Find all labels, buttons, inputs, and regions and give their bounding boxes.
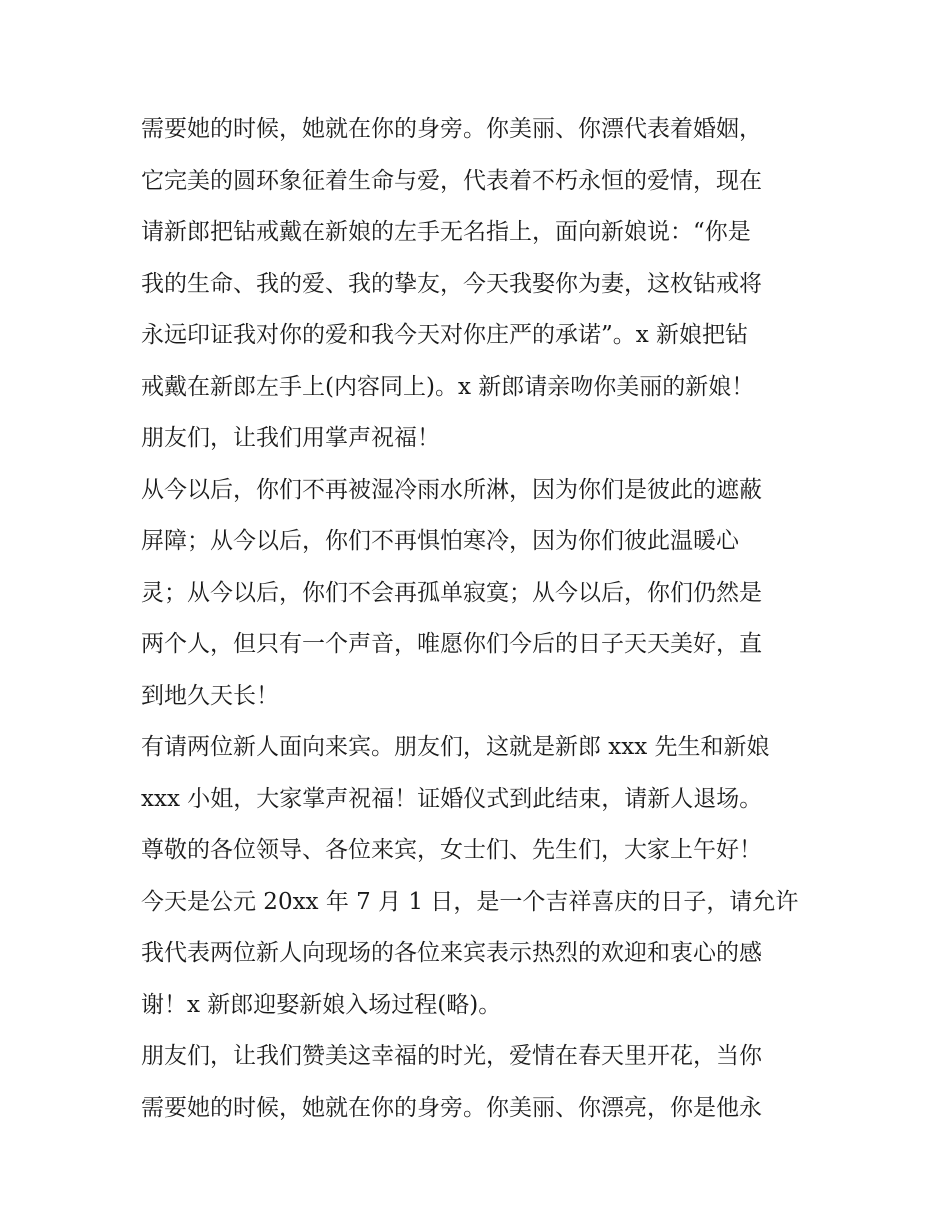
text-line: xxx 小姐，大家掌声祝福！证婚仪式到此结束，请新人退场。	[141, 785, 763, 812]
text-line: 它完美的圆环象征着生命与爱，代表着不朽永恒的爱情，现在	[141, 167, 762, 194]
text-line: 朋友们，让我们用掌声祝福！	[141, 425, 440, 451]
text-line: 有请两位新人面向来宾。朋友们，这就是新郎 xxx 先生和新娘	[141, 734, 770, 760]
text-line: 永远印证我对你的爱和我今天对你庄严的承诺”。x 新娘把钻	[141, 322, 749, 348]
text-line: 我代表两位新人向现场的各位来宾表示热烈的欢迎和衷心的感	[141, 940, 762, 966]
text-line: 朋友们，让我们赞美这幸福的时光，爱情在春天里开花，当你	[141, 1043, 762, 1069]
body-text	[141, 104, 821, 1134]
text-line: 从今以后，你们不再被湿冷雨水所淋，因为你们是彼此的遮蔽	[141, 476, 762, 503]
text-line: 尊敬的各位领导、各位来宾，女士们、先生们，大家上午好！	[141, 837, 762, 863]
text-line: 请新郎把钻戒戴在新娘的左手无名指上，面向新娘说：“你是	[141, 219, 751, 245]
text-line: 戒戴在新郎左手上(内容同上)。x 新郎请亲吻你美丽的新娘！	[141, 373, 755, 400]
text-line: 需要她的时候，她就在你的身旁。你美丽、你漂代表着婚姻，	[141, 116, 762, 142]
text-line: 屏障；从今以后，你们不再惧怕寒冷，因为你们彼此温暖心	[141, 528, 739, 554]
text-line: 两个人，但只有一个声音，唯愿你们今后的日子天天美好，直	[141, 631, 762, 657]
text-line: 我的生命、我的爱、我的挚友，今天我娶你为妻，这枚钻戒将	[141, 270, 762, 297]
text-line: 灵；从今以后，你们不会再孤单寂寞；从今以后，你们仍然是	[141, 579, 762, 606]
text-line: 需要她的时候，她就在你的身旁。你美丽、你漂亮，你是他永	[141, 1094, 762, 1121]
text-line: 到地久天长！	[141, 682, 279, 709]
text-line: 谢！x 新郎迎娶新娘入场过程(略)。	[141, 991, 502, 1018]
text-line: 今天是公元 20xx 年 7 月 1 日，是一个吉祥喜庆的日子，请允许	[141, 888, 799, 915]
